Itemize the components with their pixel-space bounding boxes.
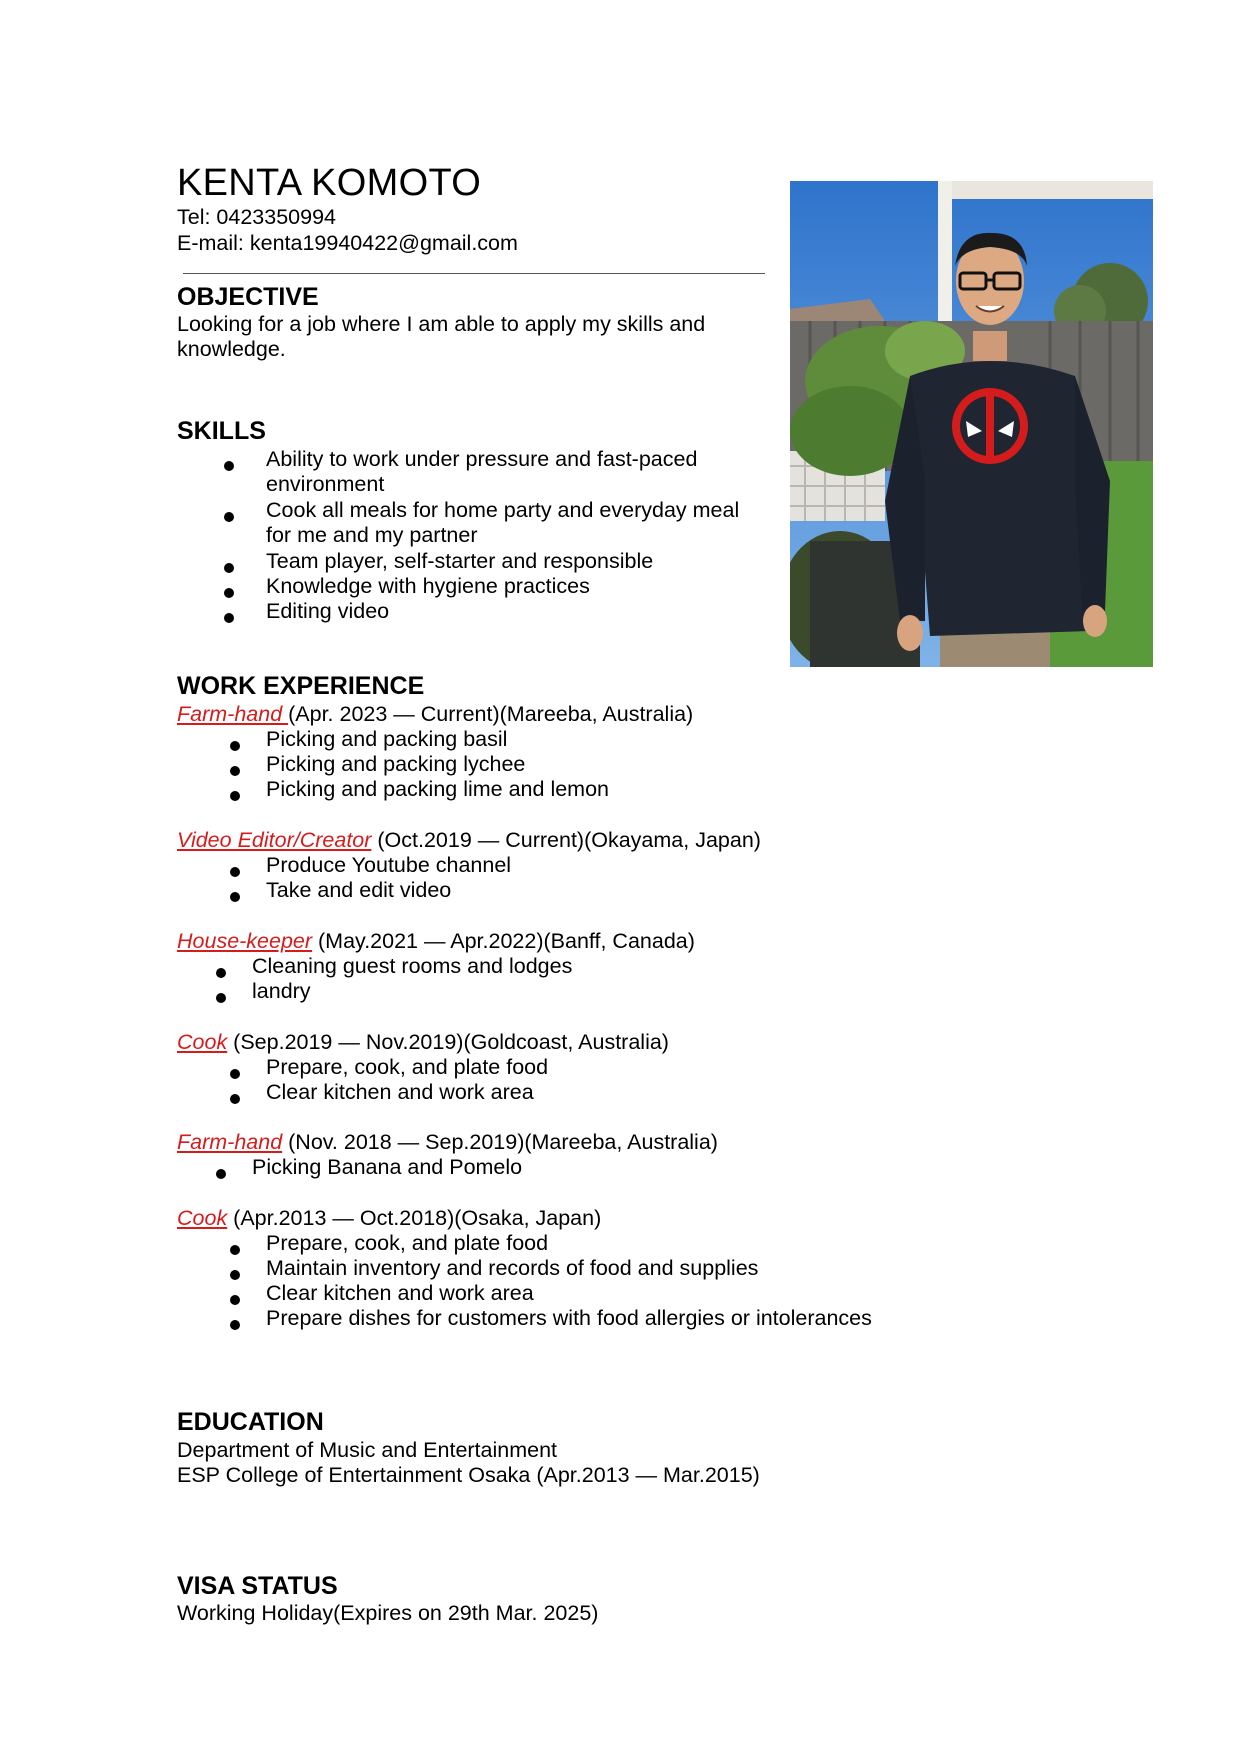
phone-number: Tel: 0423350994 (177, 205, 337, 229)
bullet-icon (224, 452, 234, 477)
skill-item-continued: environment (266, 472, 385, 496)
job-entry-header (177, 1206, 601, 1231)
skill-item: Ability to work under pressure and fast-paced (266, 447, 698, 471)
skills-heading: SKILLS (177, 417, 266, 445)
bullet-icon (230, 1060, 240, 1085)
job-title: Farm-hand (177, 1130, 283, 1154)
profile-photo (790, 181, 1153, 667)
job-entry-header (177, 929, 695, 954)
bullet-icon (224, 503, 234, 528)
visa-status-heading: VISA STATUS (177, 1572, 338, 1600)
job-title: Cook (177, 1030, 228, 1054)
job-task: Prepare, cook, and plate food (266, 1055, 549, 1079)
bullet-icon (230, 782, 240, 807)
email-address: E-mail: kenta19940422@gmail.com (177, 231, 518, 255)
job-task: Clear kitchen and work area (266, 1281, 534, 1305)
job-title: Cook (177, 1206, 228, 1230)
bullet-icon (230, 732, 240, 757)
job-meta: (Apr.2013 — Oct.2018)(Osaka, Japan) (227, 1206, 602, 1230)
job-entry-header (177, 828, 761, 853)
bullet-icon (230, 757, 240, 782)
skill-item: Cook all meals for home party and everyday meal (266, 498, 740, 522)
education-heading: EDUCATION (177, 1408, 324, 1436)
job-entry-header (177, 1130, 718, 1155)
bullet-icon (224, 579, 234, 604)
education-college: ESP College of Entertainment Osaka (Apr.2013 — Mar.2015) (177, 1463, 760, 1487)
job-meta: (Sep.2019 — Nov.2019)(Goldcoast, Australia) (227, 1030, 669, 1054)
job-task: Picking and packing lychee (266, 752, 526, 776)
education-department: Department of Music and Entertainment (177, 1438, 558, 1462)
bullet-icon (216, 959, 226, 984)
job-entry-header (177, 702, 693, 727)
bullet-icon (216, 1160, 226, 1185)
job-meta: (May.2021 — Apr.2022)(Banff, Canada) (312, 929, 695, 953)
skill-item: Knowledge with hygiene practices (266, 574, 590, 598)
bullet-icon (224, 554, 234, 579)
job-task: Clear kitchen and work area (266, 1080, 534, 1104)
bullet-icon (230, 858, 240, 883)
bullet-icon (230, 1311, 240, 1336)
skill-item-continued: for me and my partner (266, 523, 478, 547)
bullet-icon (230, 1085, 240, 1110)
job-task: Take and edit video (266, 878, 452, 902)
job-task: Picking and packing lime and lemon (266, 777, 610, 801)
skill-item: Editing video (266, 599, 390, 623)
job-task: Prepare dishes for customers with food allergies or intolerances (266, 1306, 872, 1330)
job-task: Picking Banana and Pomelo (252, 1155, 523, 1179)
job-meta: (Oct.2019 — Current)(Okayama, Japan) (371, 828, 761, 852)
job-task: Cleaning guest rooms and lodges (252, 954, 573, 978)
job-meta: (Nov. 2018 — Sep.2019)(Mareeba, Australia) (282, 1130, 718, 1154)
job-entry-header (177, 1030, 669, 1055)
visa-status-text: Working Holiday(Expires on 29th Mar. 2025) (177, 1601, 599, 1625)
candidate-name: KENTA KOMOTO (177, 162, 482, 204)
bullet-icon (216, 984, 226, 1009)
job-meta: (Apr. 2023 — Current)(Mareeba, Australia) (288, 702, 694, 726)
bullet-icon (230, 1286, 240, 1311)
skill-item: Team player, self-starter and responsible (266, 549, 654, 573)
bullet-icon (230, 1261, 240, 1286)
job-task: Maintain inventory and records of food and supplies (266, 1256, 759, 1280)
objective-text-line-1: Looking for a job where I am able to apply my skills and (177, 312, 706, 336)
objective-heading: OBJECTIVE (177, 283, 319, 311)
job-task: Picking and packing basil (266, 727, 508, 751)
objective-text-line-2: knowledge. (177, 337, 286, 361)
job-title: Video Editor/Creator (177, 828, 372, 852)
job-task: landry (252, 979, 311, 1003)
bullet-icon (230, 1236, 240, 1261)
job-title: House-keeper (177, 929, 313, 953)
job-task: Produce Youtube channel (266, 853, 512, 877)
bullet-icon (230, 883, 240, 908)
job-task: Prepare, cook, and plate food (266, 1231, 549, 1255)
work-experience-heading: WORK EXPERIENCE (177, 672, 425, 700)
job-title: Farm-hand (177, 702, 289, 726)
header-divider (183, 273, 765, 274)
bullet-icon (224, 604, 234, 629)
